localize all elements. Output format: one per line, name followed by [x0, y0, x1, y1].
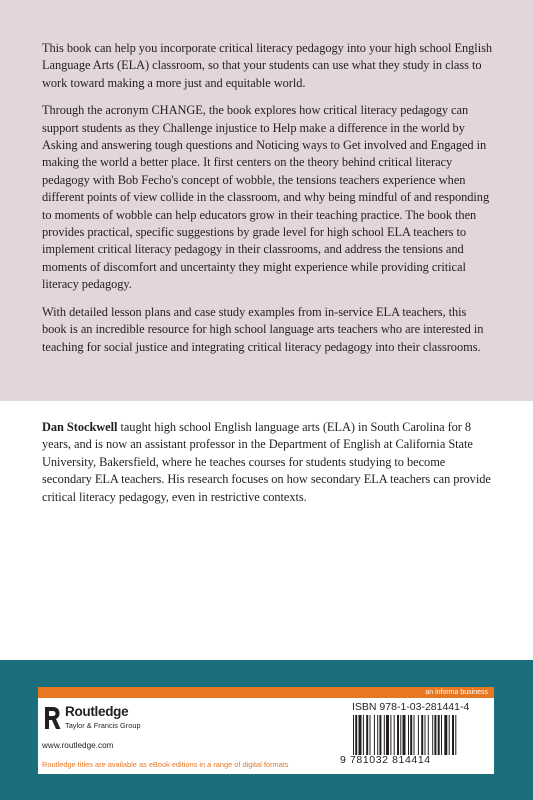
description-paragraph-1: This book can help you incorporate critical literacy pedagogy into your high school English Language Arts (ELA) classroom, so that your students can use what they study in class to work toward making a more just and equitable world. — [42, 41, 493, 90]
book-description — [42, 40, 492, 366]
routledge-logo-icon — [42, 705, 62, 731]
publisher-name: Routledge — [65, 704, 129, 719]
isbn-label: ISBN 978-1-03-281441-4 — [352, 701, 470, 713]
barcode-number: 9 781032 814414 — [340, 754, 431, 766]
description-paragraph-3: With detailed lesson plans and case study examples from in-service ELA teachers, this book is an incredible resource for high school language arts teachers who are interested in teaching for social justice and integrating critical literacy pedagogy into their classrooms. — [42, 304, 484, 354]
description-paragraph-2: Through the acronym CHANGE, the book explores how critical literacy pedagogy can support students as they Challenge injustice to Help make a difference in the world by Asking and answering tough questions and Noticing ways to Get involved and Engaged in making the world a better place. It first centers on the theory behind critical literacy pedagogy with Bob Fecho's concept of wobble, the tensions teachers experience when different points of view collide in the classroom, and why being mindful of and responding to moments of wobble can help educators grow in their teaching practice. The book then provides practical, specific suggestions by grade level for high school ELA teachers to implement critical literacy pedagogy in their classrooms, and address the tensions and moments of discomfort and uncertainty they might experience while providing critical literacy pedagogy. — [42, 103, 490, 292]
publisher-box — [38, 687, 494, 774]
publisher-subtitle: Taylor & Francis Group — [65, 721, 141, 730]
informa-bar — [38, 687, 494, 698]
author-bio — [42, 419, 492, 506]
publisher-website: www.routledge.com — [42, 741, 114, 750]
ebook-note: Routledge titles are available as eBook editions in a range of digital formats — [42, 760, 289, 769]
author-name: Dan Stockwell — [42, 420, 118, 434]
barcode-icon — [353, 715, 492, 755]
author-bio-text: taught high school English language arts (ELA) in South Carolina for 8 years, and is now an assistant professor in the Department of English at California State University, Bakersfield, where he teaches courses for students studying to become secondary ELA teachers. His research focuses on how secondary ELA teachers can provide critical literacy pedagogy, even in restrictive contexts. — [42, 420, 491, 504]
informa-label: an informa business — [425, 689, 488, 696]
publisher-footer — [0, 660, 533, 800]
